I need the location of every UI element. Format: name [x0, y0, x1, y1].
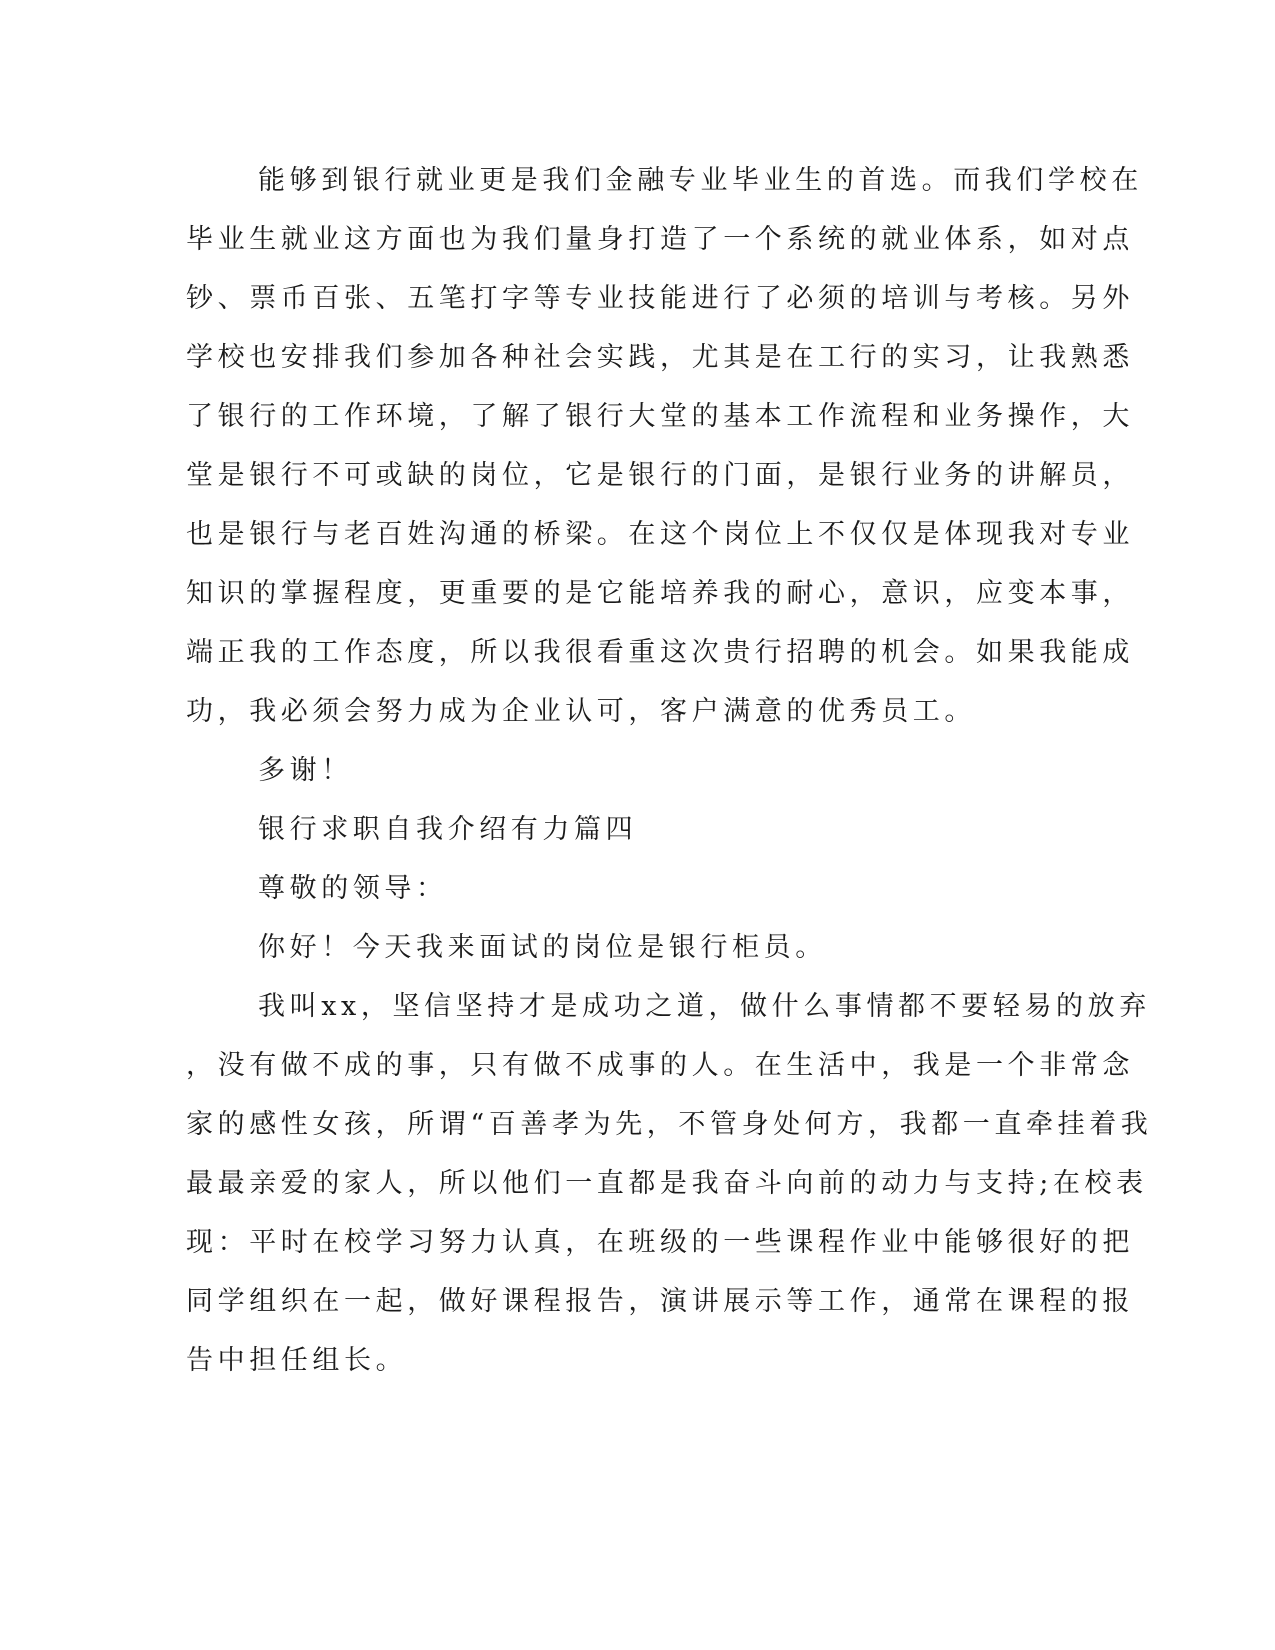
text-line: ，没有做不成的事，只有做不成事的人。在生活中，我是一个非常念: [186, 1050, 1134, 1081]
text-line: 功，我必须会努力成为企业认可，客户满意的优秀员工。: [186, 696, 976, 727]
text-line: 告中担任组长。: [186, 1345, 408, 1376]
text-line: 最最亲爱的家人，所以他们一直都是我奋斗向前的动力与支持;在校表: [186, 1168, 1148, 1199]
text-line: 毕业生就业这方面也为我们量身打造了一个系统的就业体系，如对点: [186, 224, 1134, 255]
text-line: 你好！今天我来面试的岗位是银行柜员。: [258, 932, 827, 963]
text-line: 堂是银行不可或缺的岗位，它是银行的门面，是银行业务的讲解员，: [186, 460, 1134, 491]
text-line: 多谢！: [258, 755, 353, 786]
text-line: 能够到银行就业更是我们金融专业毕业生的首选。而我们学校在: [258, 165, 1143, 196]
text-line: 现：平时在校学习努力认真，在班级的一些课程作业中能够很好的把: [186, 1227, 1134, 1258]
section-heading: 银行求职自我介绍有力篇四: [258, 814, 638, 845]
text-line: 同学组织在一起，做好课程报告，演讲展示等工作，通常在课程的报: [186, 1286, 1134, 1317]
text-line: 我叫xx，坚信坚持才是成功之道，做什么事情都不要轻易的放弃: [258, 991, 1151, 1022]
text-line: 了银行的工作环境，了解了银行大堂的基本工作流程和业务操作，大: [186, 401, 1134, 432]
text-line: 家的感性女孩，所谓“百善孝为先，不管身处何方，我都一直牵挂着我: [186, 1109, 1153, 1140]
text-line: 学校也安排我们参加各种社会实践，尤其是在工行的实习，让我熟悉: [186, 342, 1134, 373]
text-line: 知识的掌握程度，更重要的是它能培养我的耐心，意识，应变本事，: [186, 578, 1134, 609]
text-line: 钞、票币百张、五笔打字等专业技能进行了必须的培训与考核。另外: [186, 283, 1134, 314]
salutation: 尊敬的领导：: [258, 873, 448, 904]
text-line: 也是银行与老百姓沟通的桥梁。在这个岗位上不仅仅是体现我对专业: [186, 519, 1134, 550]
text-line: 端正我的工作态度，所以我很看重这次贵行招聘的机会。如果我能成: [186, 637, 1134, 668]
